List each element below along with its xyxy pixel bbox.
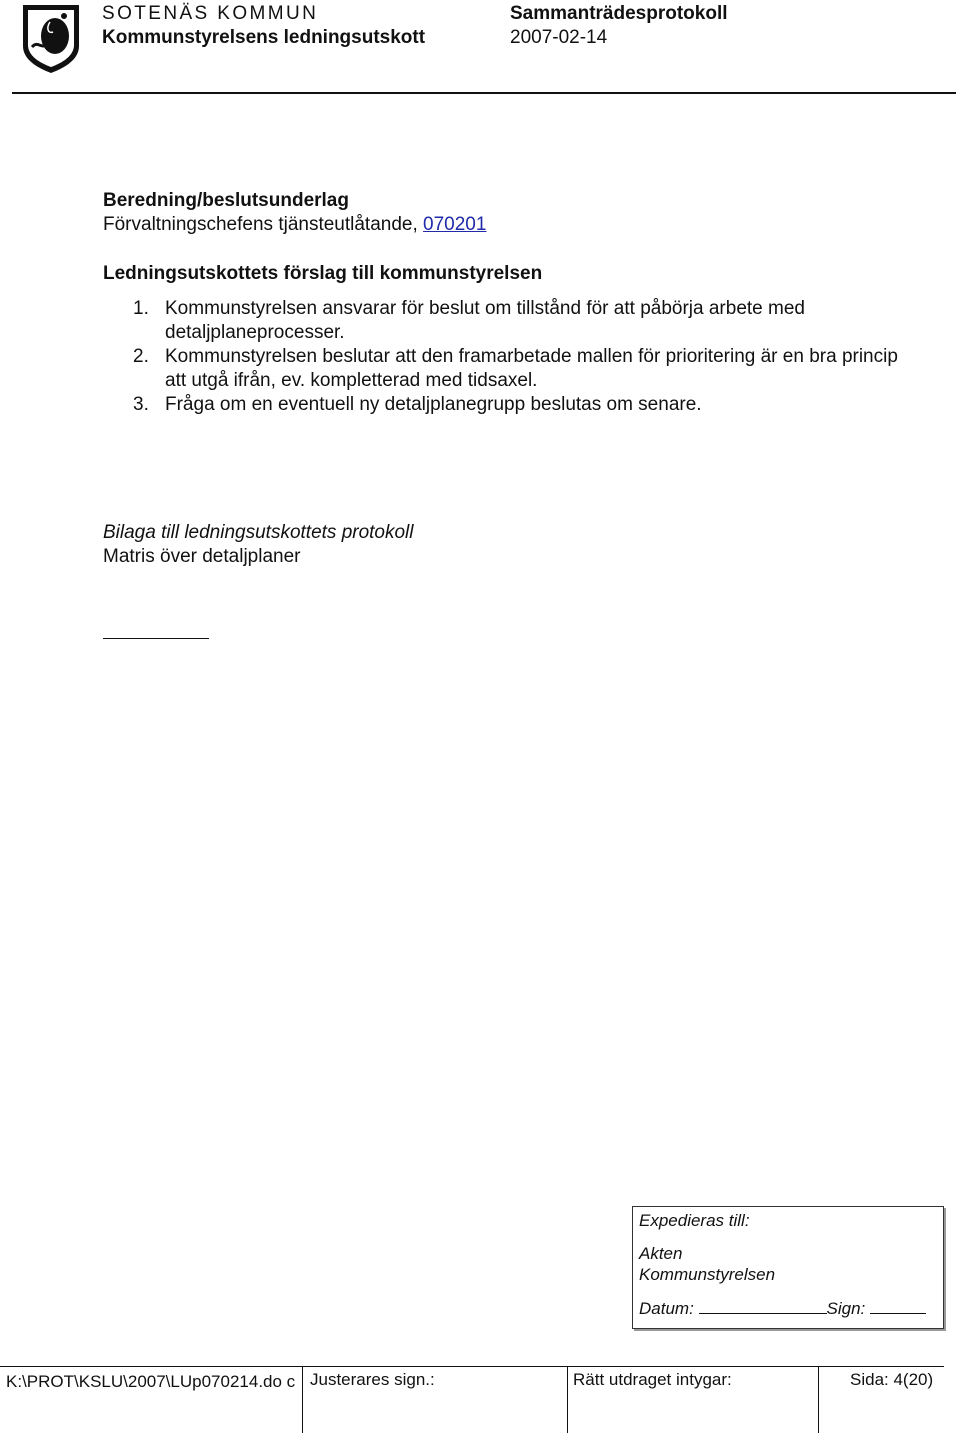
appendix-title: Bilaga till ledningsutskottets protokoll bbox=[103, 522, 414, 543]
footer-column-divider bbox=[818, 1366, 819, 1433]
committee-name: Kommunstyrelsens ledningsutskott bbox=[102, 27, 426, 48]
list-item-text: Fråga om en eventuell ny detaljplanegrupp beslutas om senare. bbox=[165, 394, 702, 415]
organization-name: SOTENÄS KOMMUN bbox=[102, 3, 319, 24]
list-item bbox=[133, 345, 923, 393]
preparation-label: Förvaltningschefens tjänsteutlåtande, bbox=[103, 214, 424, 235]
proposal-heading: Ledningsutskottets förslag till kommunstyrelsen bbox=[103, 263, 543, 284]
footer-column-divider bbox=[567, 1366, 568, 1433]
footer-page-number: Sida: 4(20) bbox=[850, 1370, 934, 1389]
preparation-text bbox=[103, 213, 486, 237]
list-item-text: Kommunstyrelsen ansvarar för beslut om tillstånd för att påbörja arbete med detaljplaneprocesser. bbox=[165, 298, 805, 343]
proposal-list bbox=[133, 297, 923, 417]
appendix-section bbox=[103, 521, 414, 569]
sign-label: Sign: bbox=[826, 1299, 866, 1318]
list-item-number: 2. bbox=[133, 346, 149, 367]
dispatch-heading: Expedieras till: bbox=[639, 1211, 750, 1230]
preparation-heading: Beredning/beslutsunderlag bbox=[103, 190, 349, 211]
municipal-crest-icon bbox=[20, 2, 82, 74]
sign-field[interactable] bbox=[870, 1299, 926, 1314]
dispatch-box bbox=[632, 1206, 944, 1329]
list-item bbox=[133, 297, 923, 345]
header-divider bbox=[12, 92, 956, 94]
footer-column-divider bbox=[302, 1366, 303, 1433]
dispatch-recipient: Kommunstyrelsen bbox=[639, 1265, 776, 1284]
footer-divider bbox=[0, 1366, 944, 1367]
footer-certified: Rätt utdraget intygar: bbox=[573, 1370, 732, 1389]
document-type: Sammanträdesprotokoll bbox=[510, 3, 728, 24]
footer-file-path: K:\PROT\KSLU\2007\LUp070214.do c bbox=[6, 1372, 296, 1391]
footer-adjusted-sign: Justerares sign.: bbox=[310, 1370, 435, 1389]
date-field[interactable] bbox=[699, 1299, 827, 1314]
short-divider bbox=[103, 638, 209, 639]
dispatch-recipient: Akten bbox=[639, 1244, 683, 1263]
list-item-text: Kommunstyrelsen beslutar att den framarbetade mallen för prioritering är en bra princip att utgå ifrån, ev. kompletterad med tidsaxel. bbox=[165, 346, 898, 391]
preparation-link[interactable]: 070201 bbox=[423, 214, 487, 235]
dispatch-signature-row bbox=[639, 1299, 926, 1319]
list-item-number: 1. bbox=[133, 298, 149, 319]
appendix-text: Matris över detaljplaner bbox=[103, 546, 301, 567]
list-item-number: 3. bbox=[133, 394, 149, 415]
date-label: Datum: bbox=[639, 1299, 694, 1318]
list-item bbox=[133, 393, 923, 417]
preparation-section bbox=[103, 189, 486, 237]
meeting-date: 2007-02-14 bbox=[510, 27, 608, 48]
